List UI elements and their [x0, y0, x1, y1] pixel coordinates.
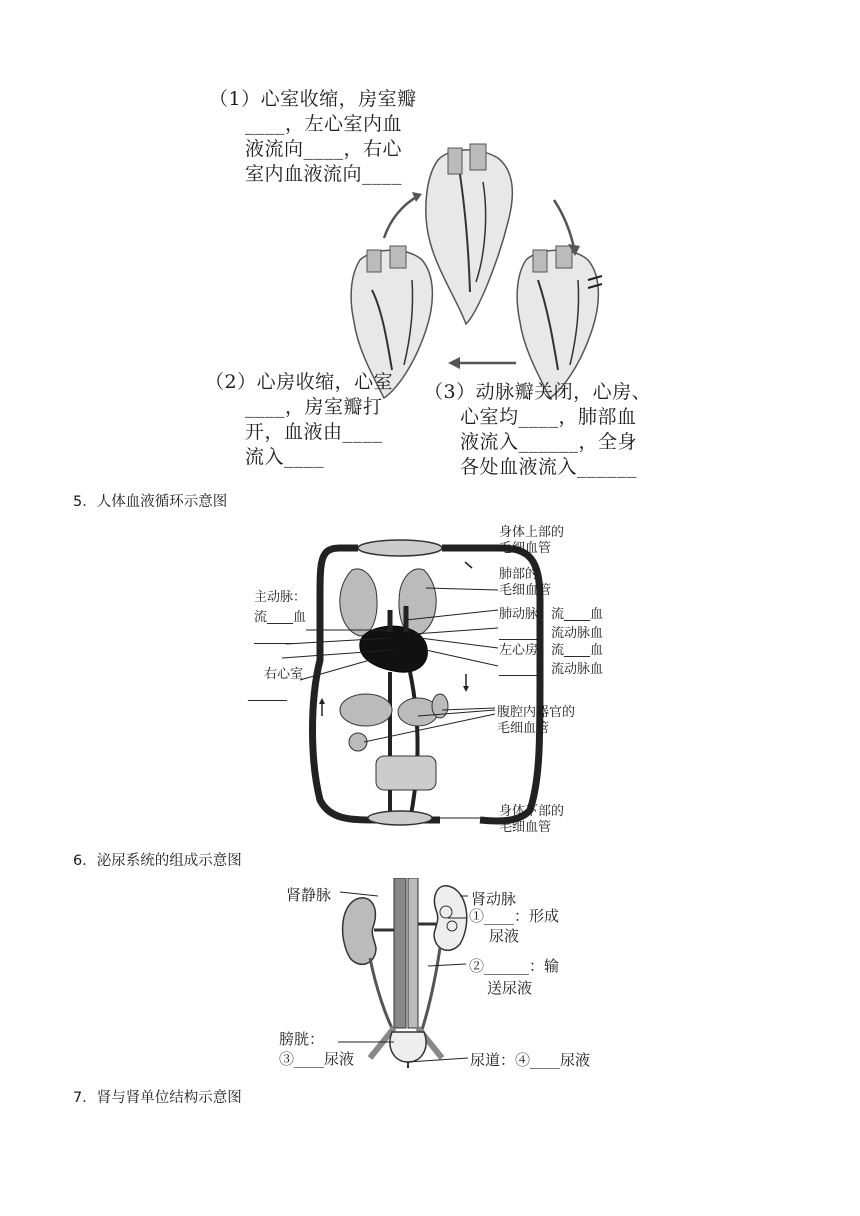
upper-capillary-line1: 身体上部的: [499, 525, 565, 540]
heart-right-image: [517, 246, 602, 398]
abdominal-capillary-line1: 腹腔内器官的: [497, 705, 576, 720]
step3-line1: （3）动脉瓣关闭，心房、: [424, 381, 652, 403]
upper-capillary-label: [499, 525, 564, 557]
step3-line2: 心室均____，肺部血: [460, 406, 637, 428]
left-ureter: [370, 958, 396, 1036]
ureter-label: [469, 955, 559, 999]
kidney-line2: 尿液: [489, 927, 520, 945]
right-ventricle-label: [248, 665, 304, 705]
left-atrium-line2: ______：流动脉血: [499, 662, 604, 677]
abdominal-capillary-label: [497, 705, 575, 737]
heart-step2-text: [205, 370, 415, 470]
kidney-label: [469, 906, 559, 946]
left-kidney: [343, 898, 376, 965]
pulmonary-artery-line2: ______：流动脉血: [499, 626, 604, 641]
heart-step1-text: [209, 87, 429, 187]
heart-step3-text: [424, 380, 664, 480]
step1-line1: （1）心室收缩，房室瓣: [209, 88, 417, 110]
aorta: [408, 878, 418, 1028]
ureter-line1: ②______：输: [469, 957, 560, 975]
urethra-label: 尿道：④____尿液: [470, 1051, 591, 1069]
vena-cava: [394, 878, 406, 1028]
section6-heading: 6．泌尿系统的组成示意图: [73, 853, 242, 869]
step2-line1: （2）心房收缩，心室: [205, 371, 394, 393]
step1-line4: 室内血液流向____: [245, 163, 403, 185]
section7-heading: 7．肾与肾单位结构示意图: [73, 1090, 242, 1106]
lung-capillary-line2: 毛细血管: [499, 583, 552, 598]
kidney-line1: ①____：形成: [469, 907, 560, 925]
bladder-line1: 膀胱：: [279, 1030, 325, 1048]
right-ventricle-line2: ______: [248, 687, 287, 702]
section5-heading: 5．人体血液循环示意图: [73, 494, 228, 510]
lower-capillary-line2: 毛细血管: [499, 820, 552, 835]
right-ureter: [420, 948, 440, 1036]
ureter-line2: 送尿液: [487, 979, 533, 997]
liver: [340, 694, 392, 726]
lung-capillary-label: [499, 567, 551, 599]
lung-capillary-line1: 肺部的: [499, 567, 539, 582]
heart-top-image: [426, 144, 512, 324]
step2-line2: ____，房室瓣打: [245, 396, 383, 418]
step1-line2: ____，左心室内血: [245, 113, 403, 135]
lower-capillary-bed: [368, 811, 432, 825]
left-atrium-line1: 左心房：流____血: [499, 643, 604, 658]
left-lung: [340, 569, 377, 636]
cycle-arrow-3: [384, 196, 418, 238]
upper-capillary-bed: [358, 540, 442, 556]
intestine: [376, 756, 436, 790]
heart: [360, 626, 428, 672]
aorta-label: [254, 588, 306, 648]
aorta-line2: 流____血: [254, 610, 307, 625]
step3-line4: 各处血液流入______: [460, 456, 638, 478]
aorta-line1: 主动脉：: [254, 590, 307, 605]
step2-line4: 流入____: [245, 446, 325, 468]
step2-line3: 开，血液由____: [245, 421, 383, 443]
pulmonary-artery-label: [499, 605, 603, 643]
bladder-label: [279, 1029, 354, 1069]
step3-line3: 液流入______，全身: [460, 431, 638, 453]
upper-capillary-line2: 毛细血管: [499, 541, 552, 556]
aorta-line3: ______: [254, 630, 293, 645]
bladder-line2: ③____尿液: [279, 1050, 355, 1068]
abdominal-capillary-line2: 毛细血管: [497, 721, 550, 736]
right-ventricle-line1: 右心室: [264, 667, 304, 682]
lower-capillary-label: [499, 804, 564, 836]
step1-line3: 液流向____，右心: [245, 138, 403, 160]
lower-capillary-line1: 身体下部的: [499, 804, 565, 819]
bladder: [390, 1032, 426, 1062]
renal-artery-label: 肾动脉: [471, 890, 517, 908]
left-atrium-label: [499, 641, 603, 679]
cycle-arrow-1: [554, 200, 574, 248]
renal-vein-label: 肾静脉: [286, 886, 332, 904]
pulmonary-artery-line1: 肺动脉：流____血: [499, 607, 604, 622]
